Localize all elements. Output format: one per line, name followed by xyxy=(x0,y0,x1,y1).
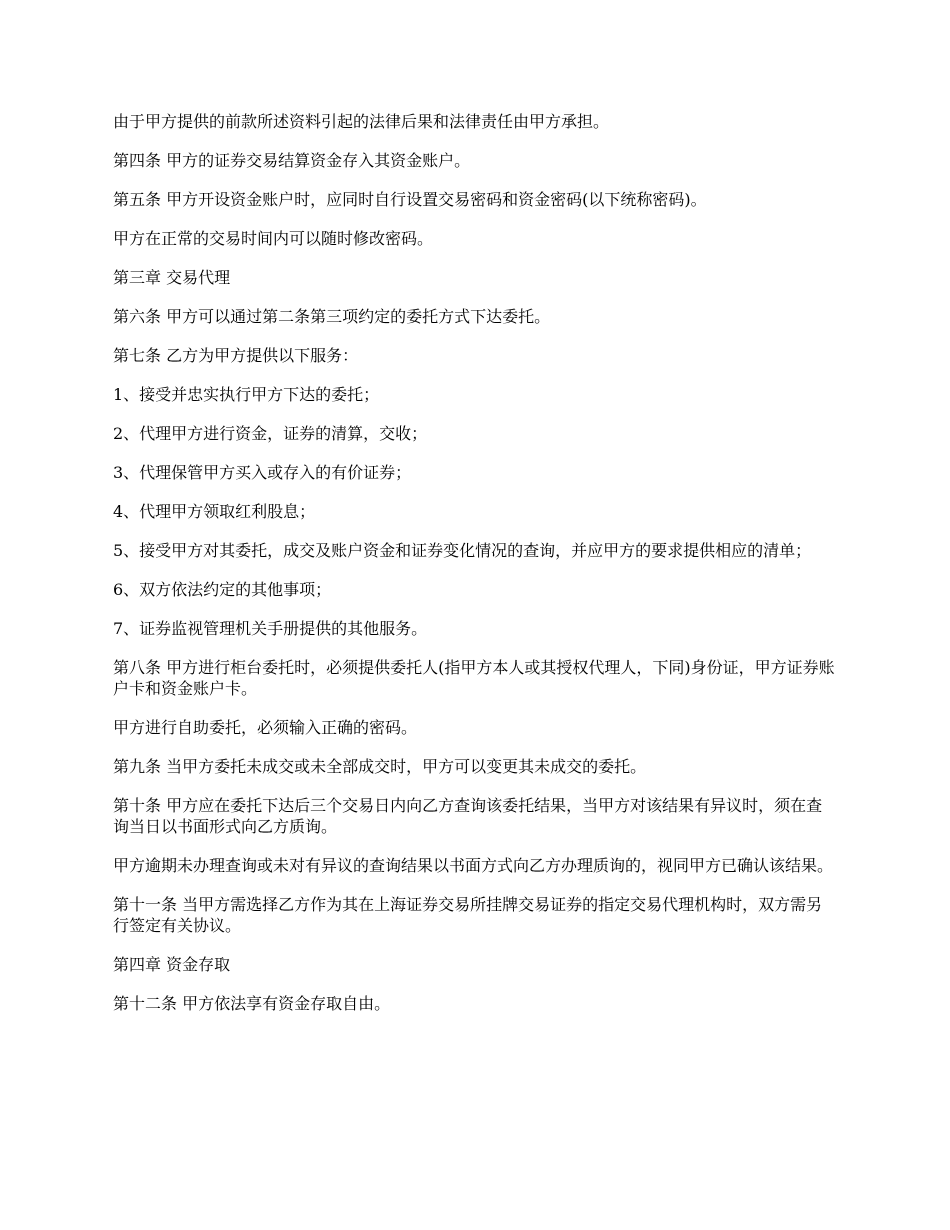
list-item: 6、双方依法约定的其他事项； xyxy=(113,580,332,599)
list-item: 5、接受甲方对其委托，成交及账户资金和证券变化情况的查询，并应甲方的要求提供相应的清单； xyxy=(113,541,812,560)
article-7: 第七条 乙方为甲方提供以下服务： xyxy=(113,346,359,365)
list-item: 2、代理甲方进行资金，证券的清算，交收； xyxy=(113,424,428,443)
paragraph: 由于甲方提供的前款所述资料引起的法律后果和法律责任由甲方承担。 xyxy=(113,112,610,131)
list-item: 4、代理甲方领取红利股息； xyxy=(113,502,316,521)
article-12: 第十二条 甲方依法享有资金存取自由。 xyxy=(113,994,391,1013)
article-8: 第八条 甲方进行柜台委托时，必须提供委托人(指甲方本人或其授权代理人，下同)身份证，甲方证券账户卡和资金账户卡。 xyxy=(113,658,835,698)
article-5: 第五条 甲方开设资金账户时，应同时自行设置交易密码和资金密码(以下统称密码)。 xyxy=(113,190,707,209)
article-9: 第九条 当甲方委托未成交或未全部成交时，甲方可以变更其未成交的委托。 xyxy=(113,757,647,776)
list-item: 3、代理保管甲方买入或存入的有价证券； xyxy=(113,463,412,482)
paragraph: 甲方在正常的交易时间内可以随时修改密码。 xyxy=(113,229,434,248)
article-6: 第六条 甲方可以通过第二条第三项约定的委托方式下达委托。 xyxy=(113,307,551,326)
chapter-heading-3: 第三章 交易代理 xyxy=(113,268,231,287)
chapter-heading-4: 第四章 资金存取 xyxy=(113,955,231,974)
paragraph: 甲方进行自助委托，必须输入正确的密码。 xyxy=(113,718,418,737)
article-10: 第十条 甲方应在委托下达后三个交易日内向乙方查询该委托结果，当甲方对该结果有异议时，须在查询当日以书面形式向乙方质询。 xyxy=(113,796,823,836)
article-4: 第四条 甲方的证券交易结算资金存入其资金账户。 xyxy=(113,151,471,170)
document-body xyxy=(113,111,835,1032)
list-item: 1、接受并忠实执行甲方下达的委托； xyxy=(113,385,380,404)
list-item: 7、证券监视管理机关手册提供的其他服务。 xyxy=(113,619,428,638)
article-11: 第十一条 当甲方需选择乙方作为其在上海证券交易所挂牌交易证券的指定交易代理机构时，双方需另行签定有关协议。 xyxy=(113,895,823,935)
paragraph: 甲方逾期未办理查询或未对有异议的查询结果以书面方式向乙方办理质询的，视同甲方已确认该结果。 xyxy=(113,856,834,875)
